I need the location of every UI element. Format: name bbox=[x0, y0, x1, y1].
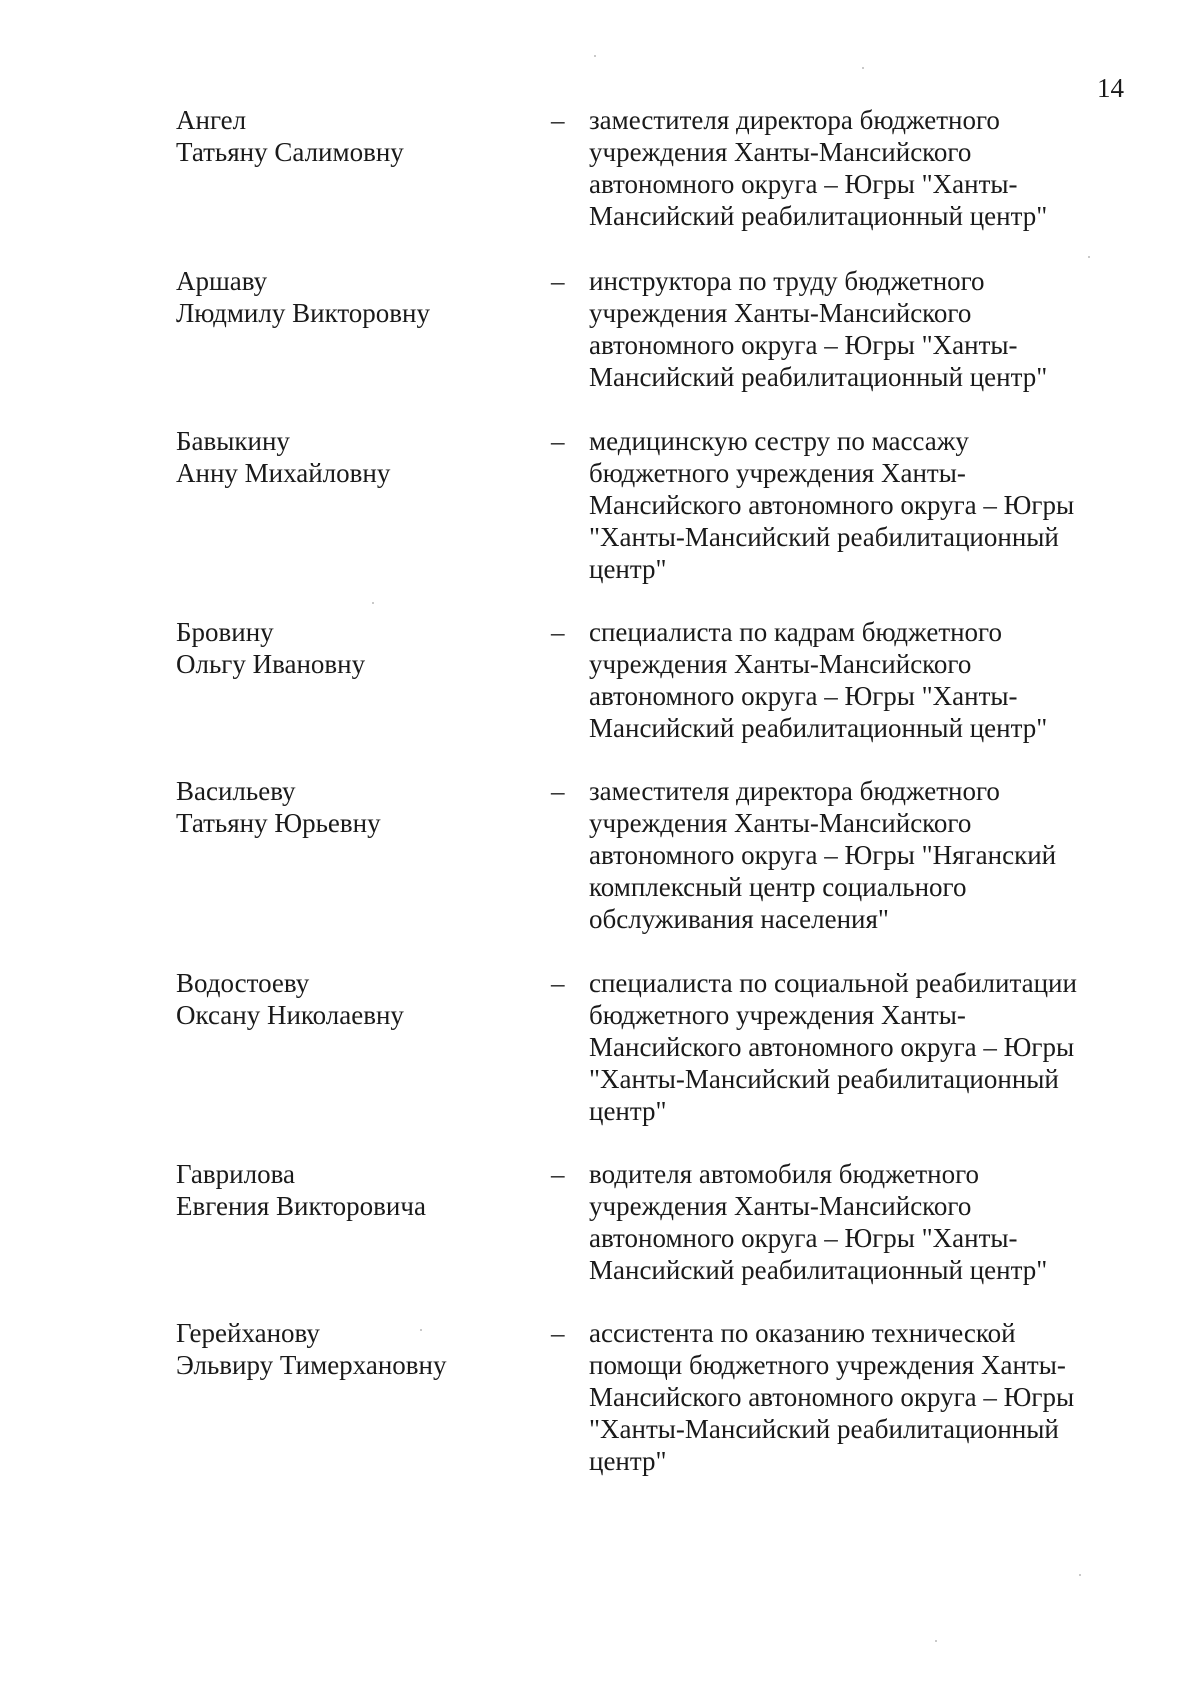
surname: Гаврилова bbox=[176, 1159, 295, 1189]
position-description bbox=[589, 425, 1129, 585]
description-line: заместителя директора бюджетного bbox=[589, 776, 1000, 806]
description-line: учреждения Ханты-Мансийского bbox=[589, 649, 972, 679]
given-names: Оксану Николаевну bbox=[176, 1000, 404, 1030]
given-names: Эльвиру Тимерхановну bbox=[176, 1350, 447, 1380]
dash-separator: – bbox=[551, 1159, 565, 1189]
surname: Бровину bbox=[176, 617, 274, 647]
description-line: центр" bbox=[589, 1096, 667, 1126]
description-line: помощи бюджетного учреждения Ханты- bbox=[589, 1350, 1066, 1380]
description-line: Мансийского автономного округа – Югры bbox=[589, 1382, 1075, 1412]
description-line: учреждения Ханты-Мансийского bbox=[589, 1191, 972, 1221]
person-name bbox=[176, 1317, 506, 1381]
scan-speck bbox=[1079, 1574, 1081, 1576]
position-description bbox=[589, 1317, 1129, 1477]
position-description bbox=[589, 1158, 1129, 1286]
person-name bbox=[176, 1158, 506, 1222]
dash-separator: – bbox=[551, 617, 565, 647]
scan-speck bbox=[1088, 256, 1090, 258]
description-line: автономного округа – Югры "Няганский bbox=[589, 840, 1057, 870]
description-line: Мансийский реабилитационный центр" bbox=[589, 713, 1048, 743]
person-name bbox=[176, 775, 506, 839]
dash-separator: – bbox=[551, 776, 565, 806]
person-name bbox=[176, 616, 506, 680]
given-names: Евгения Викторовича bbox=[176, 1191, 426, 1221]
scan-speck bbox=[935, 1640, 937, 1642]
description-line: центр" bbox=[589, 1446, 667, 1476]
description-line: бюджетного учреждения Ханты- bbox=[589, 458, 966, 488]
given-names: Татьяну Салимовну bbox=[176, 137, 404, 167]
given-names: Ольгу Ивановну bbox=[176, 649, 366, 679]
description-line: заместителя директора бюджетного bbox=[589, 105, 1000, 135]
description-line: автономного округа – Югры "Ханты- bbox=[589, 1223, 1018, 1253]
surname: Герейханову bbox=[176, 1318, 320, 1348]
position-description bbox=[589, 967, 1129, 1127]
given-names: Татьяну Юрьевну bbox=[176, 808, 381, 838]
position-description bbox=[589, 104, 1129, 232]
description-line: инструктора по труду бюджетного bbox=[589, 266, 985, 296]
surname: Водостоеву bbox=[176, 968, 310, 998]
person-name bbox=[176, 104, 506, 168]
scan-speck bbox=[372, 602, 374, 604]
scan-speck bbox=[862, 67, 864, 69]
description-line: Мансийский реабилитационный центр" bbox=[589, 201, 1048, 231]
position-description bbox=[589, 265, 1129, 393]
description-line: автономного округа – Югры "Ханты- bbox=[589, 681, 1018, 711]
description-line: учреждения Ханты-Мансийского bbox=[589, 298, 972, 328]
description-line: Мансийский реабилитационный центр" bbox=[589, 362, 1048, 392]
description-line: автономного округа – Югры "Ханты- bbox=[589, 169, 1018, 199]
description-line: специалиста по кадрам бюджетного bbox=[589, 617, 1002, 647]
dash-separator: – bbox=[551, 426, 565, 456]
description-line: водителя автомобиля бюджетного bbox=[589, 1159, 980, 1189]
surname: Аршаву bbox=[176, 266, 268, 296]
surname: Васильеву bbox=[176, 776, 296, 806]
description-line: Мансийского автономного округа – Югры bbox=[589, 490, 1075, 520]
description-line: "Ханты-Мансийский реабилитационный bbox=[589, 1414, 1059, 1444]
description-line: специалиста по социальной реабилитации bbox=[589, 968, 1077, 998]
position-description bbox=[589, 775, 1129, 935]
given-names: Людмилу Викторовну bbox=[176, 298, 430, 328]
description-line: бюджетного учреждения Ханты- bbox=[589, 1000, 966, 1030]
person-name bbox=[176, 425, 506, 489]
scan-speck bbox=[594, 55, 596, 57]
page-number: 14 bbox=[1097, 73, 1124, 103]
dash-separator: – bbox=[551, 105, 565, 135]
position-description bbox=[589, 616, 1129, 744]
description-line: учреждения Ханты-Мансийского bbox=[589, 808, 972, 838]
person-name bbox=[176, 967, 506, 1031]
dash-separator: – bbox=[551, 266, 565, 296]
surname: Бавыкину bbox=[176, 426, 290, 456]
description-line: автономного округа – Югры "Ханты- bbox=[589, 330, 1018, 360]
surname: Ангел bbox=[176, 105, 247, 135]
description-line: Мансийский реабилитационный центр" bbox=[589, 1255, 1048, 1285]
description-line: "Ханты-Мансийский реабилитационный bbox=[589, 1064, 1059, 1094]
description-line: ассистента по оказанию технической bbox=[589, 1318, 1016, 1348]
person-name bbox=[176, 265, 506, 329]
description-line: комплексный центр социального bbox=[589, 872, 967, 902]
description-line: обслуживания населения" bbox=[589, 904, 889, 934]
description-line: "Ханты-Мансийский реабилитационный bbox=[589, 522, 1059, 552]
description-line: центр" bbox=[589, 554, 667, 584]
description-line: учреждения Ханты-Мансийского bbox=[589, 137, 972, 167]
description-line: Мансийского автономного округа – Югры bbox=[589, 1032, 1075, 1062]
dash-separator: – bbox=[551, 968, 565, 998]
dash-separator: – bbox=[551, 1318, 565, 1348]
given-names: Анну Михайловну bbox=[176, 458, 391, 488]
scan-speck bbox=[420, 1329, 422, 1331]
description-line: медицинскую сестру по массажу bbox=[589, 426, 969, 456]
